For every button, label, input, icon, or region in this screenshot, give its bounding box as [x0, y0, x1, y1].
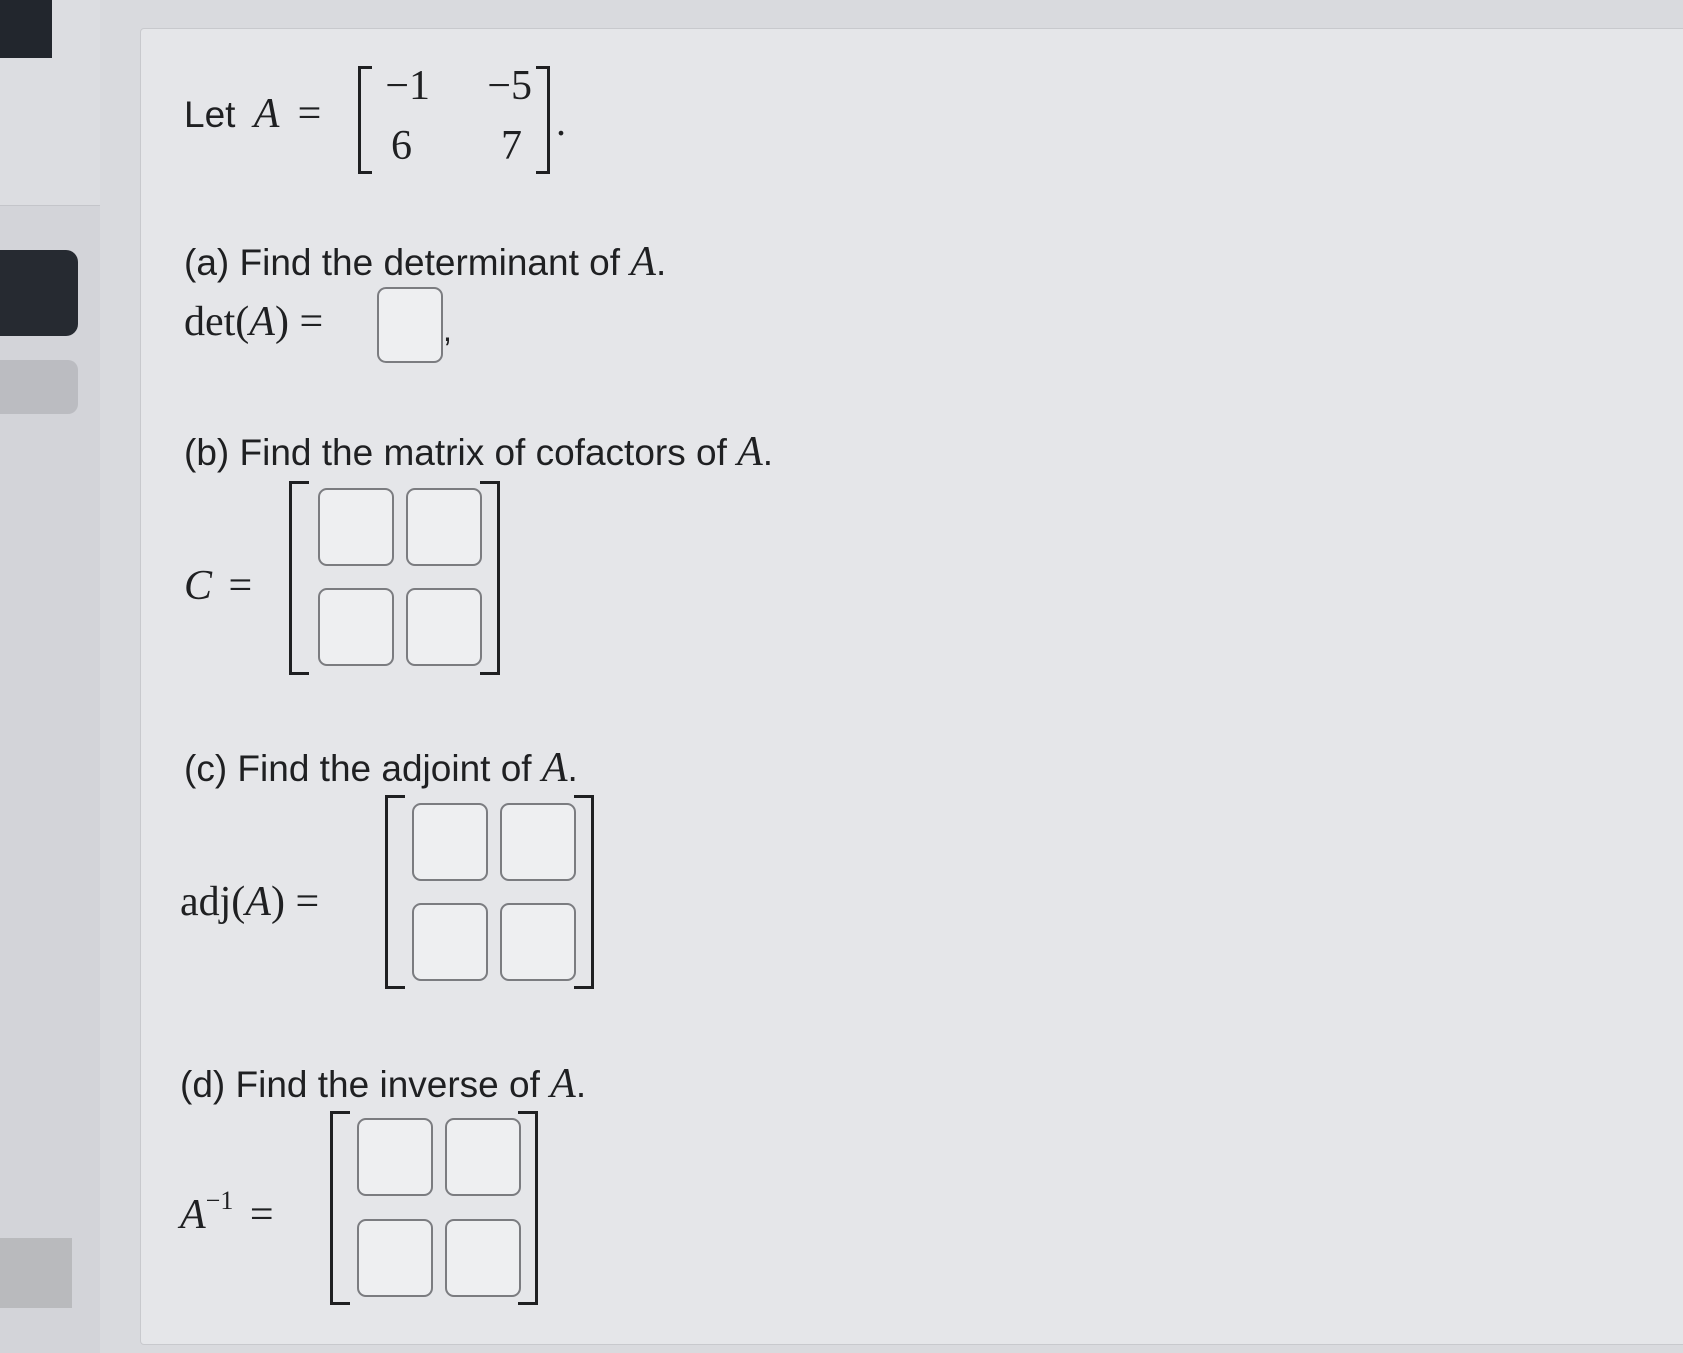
side-block-bottom	[0, 1238, 72, 1308]
adjoint-left-bracket	[385, 795, 405, 989]
det-answer-input[interactable]	[377, 287, 443, 363]
inverse-right-bracket	[518, 1111, 538, 1305]
let-text: Let	[184, 94, 236, 135]
inverse-input-r1c2[interactable]	[445, 1118, 521, 1196]
matrix-a-right-bracket	[536, 66, 550, 174]
cofactor-right-bracket	[480, 481, 500, 675]
part-c-lhs: adj(A) =	[180, 879, 320, 925]
inverse-input-r2c2[interactable]	[445, 1219, 521, 1297]
adjoint-input-r2c2[interactable]	[500, 903, 576, 981]
part-a-prompt: (a) Find the determinant of A.	[184, 239, 667, 285]
inverse-input-r2c1[interactable]	[357, 1219, 433, 1297]
part-a-lhs: det(A) =	[184, 299, 324, 345]
side-button-gray[interactable]	[0, 360, 78, 414]
dark-corner-block	[0, 0, 52, 58]
matrix-name: A	[253, 91, 280, 137]
adjoint-right-bracket	[574, 795, 594, 989]
part-b-lhs: C =	[184, 563, 253, 609]
matrix-a-r2c2: 7	[501, 123, 522, 169]
cofactor-left-bracket	[289, 481, 309, 675]
matrix-a-r2c1: 6	[391, 123, 412, 169]
adjoint-input-r1c2[interactable]	[500, 803, 576, 881]
part-a-comma: ,	[443, 312, 452, 348]
part-d-prompt: (d) Find the inverse of A.	[180, 1061, 587, 1107]
cofactor-input-r2c2[interactable]	[406, 588, 482, 666]
part-c-prompt: (c) Find the adjoint of A.	[184, 745, 578, 791]
inverse-input-r1c1[interactable]	[357, 1118, 433, 1196]
matrix-a-r1c2: −5	[487, 63, 532, 109]
cofactor-input-r2c1[interactable]	[318, 588, 394, 666]
cofactor-input-r1c1[interactable]	[318, 488, 394, 566]
part-b-prompt: (b) Find the matrix of cofactors of A.	[184, 429, 774, 475]
matrix-a-left-bracket	[358, 66, 372, 174]
side-button-dark[interactable]	[0, 250, 78, 336]
inverse-left-bracket	[330, 1111, 350, 1305]
part-d-lhs: $A^{-1}$ =	[180, 1186, 274, 1238]
cofactor-input-r1c2[interactable]	[406, 488, 482, 566]
equals-sign: =	[297, 91, 322, 137]
matrix-a-r1c1: −1	[385, 63, 430, 109]
adjoint-input-r1c1[interactable]	[412, 803, 488, 881]
adjoint-input-r2c1[interactable]	[412, 903, 488, 981]
problem-period: .	[556, 99, 566, 144]
